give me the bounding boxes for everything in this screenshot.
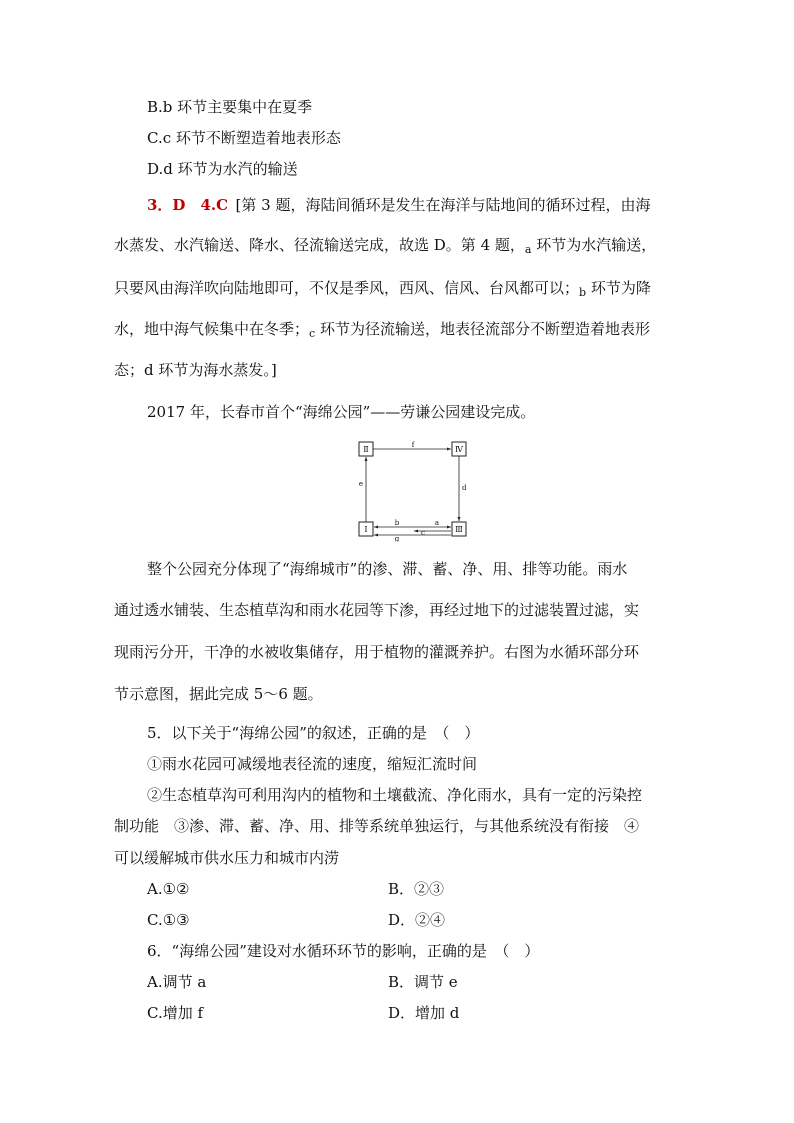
answer-text-4a: 水，地中海气候集中在冬季；	[114, 320, 310, 338]
q5-option-b[interactable]: B．②③	[388, 880, 445, 898]
answer-text-4b: 环节为径流输送，地表径流部分不断塑造着地表形	[315, 320, 650, 338]
arrow-f-head	[447, 448, 451, 451]
answer-line-3	[114, 279, 651, 299]
q5-statement-4: 可以缓解城市供水压力和城市内涝	[114, 849, 340, 867]
answer-text-2s: a	[524, 243, 532, 256]
q6-stem: 6．“海绵公园”建设对水循环环节的影响，正确的是 （ ）	[147, 942, 540, 960]
passage-line-3: 现雨污分开，干净的水被收集储存，用于植物的灌溉养护。右图为水循环部分环	[114, 643, 640, 661]
arrow-b-head	[374, 526, 378, 529]
q6-option-d[interactable]: D．增加 d	[388, 1004, 460, 1022]
q5-statement-2: ②生态植草沟可利用沟内的植物和土壤截流、净化雨水，具有一定的污染控	[147, 786, 643, 804]
label-a: a	[434, 519, 440, 527]
label-c: c	[421, 529, 425, 537]
q6-option-a[interactable]: A.调节 a	[147, 973, 207, 991]
answer-head: 3．D 4.C	[147, 196, 229, 214]
prev-option-b: B.b 环节主要集中在夏季	[147, 98, 313, 116]
label-d: d	[462, 484, 467, 492]
answer-text-1: [第 3 题，海陆间循环是发生在海洋与陆地间的循环过程，由海	[235, 196, 651, 214]
answer-text-3a: 只要风由海洋吹向陆地即可，不仅是季风，西风、信风、台风都可以；	[114, 279, 580, 297]
box-IV-label: Ⅳ	[455, 445, 463, 454]
answer-line-4	[114, 320, 650, 340]
label-b: b	[394, 519, 400, 527]
q5-stem: 5．以下关于“海绵公园”的叙述，正确的是 （ ）	[147, 724, 480, 742]
box-III-label: Ⅲ	[455, 525, 463, 534]
q6-option-b[interactable]: B．调节 e	[388, 973, 458, 991]
label-e: e	[358, 480, 364, 488]
label-f: f	[411, 441, 415, 449]
answer-text-2a: 水蒸发、水汽输送、降水、径流输送完成，故选 D。第 4 题，	[114, 236, 525, 254]
answer-line-2	[114, 236, 656, 256]
q5-option-a[interactable]: A.①②	[147, 880, 190, 898]
q6-option-c[interactable]: C.增加 f	[147, 1004, 204, 1022]
intro-text: 2017 年，长春市首个“海绵公园”——劳谦公园建设完成。	[147, 403, 536, 421]
passage-line-4: 节示意图，据此完成 5～6 题。	[114, 685, 323, 703]
arrow-e-head	[365, 457, 368, 461]
box-II-label: Ⅱ	[363, 445, 369, 454]
box-I-label: Ⅰ	[364, 525, 368, 534]
arrow-d-head	[458, 517, 461, 521]
answer-line-1	[147, 196, 650, 214]
answer-text-4s: c	[309, 327, 316, 340]
passage-line-1: 整个公园充分体现了“海绵城市”的渗、滞、蓄、净、用、排等功能。雨水	[147, 560, 628, 578]
q5-option-c[interactable]: C.①③	[147, 911, 190, 929]
passage-line-2: 通过透水铺装、生态植草沟和雨水花园等下渗，再经过地下的过滤装置过滤，实	[114, 601, 640, 619]
arrow-g-head	[374, 534, 378, 537]
prev-option-c: C.c 环节不断塑造着地表形态	[147, 129, 341, 147]
water-cycle-diagram	[357, 440, 471, 542]
answer-text-3b: 环节为降	[586, 279, 651, 297]
answer-text-2b: 环节为水汽输送，	[531, 236, 657, 254]
answer-text-3s: b	[579, 286, 587, 299]
prev-option-d: D.d 环节为水汽的输送	[147, 160, 298, 178]
q5-statement-1: ①雨水花园可减缓地表径流的速度，缩短汇流时间	[147, 755, 478, 773]
answer-line-5: 态；d 环节为海水蒸发。]	[114, 361, 277, 379]
arrow-a-head	[447, 526, 451, 529]
arrow-c-head	[414, 530, 418, 533]
q5-statement-3: 制功能 ③渗、滞、蓄、净、用、排等系统单独运行，与其他系统没有衔接 ④	[114, 817, 640, 835]
label-g: g	[394, 535, 400, 542]
q5-option-d[interactable]: D．②④	[388, 911, 446, 929]
